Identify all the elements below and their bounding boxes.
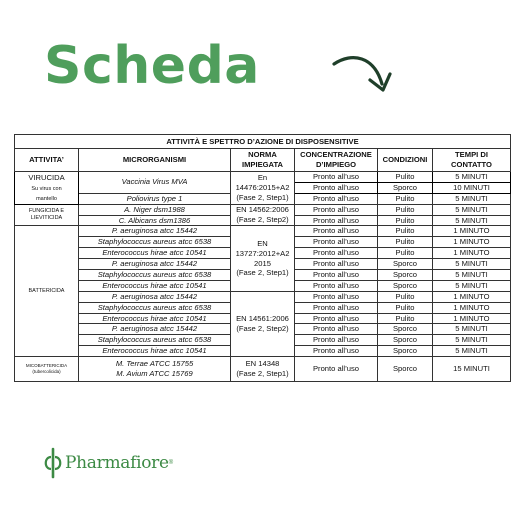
cell-conc: Pronto all’uso xyxy=(295,182,378,193)
cell-conc: Pronto all’uso xyxy=(295,324,378,335)
cell-conc: Pronto all’uso xyxy=(295,346,378,357)
cell-conc: Pronto all’uso xyxy=(295,280,378,291)
cell-tempo: 1 MINUTO xyxy=(433,237,511,248)
cell-tempo: 5 MINUTI xyxy=(433,346,511,357)
curved-arrow-down-right-icon xyxy=(330,50,396,106)
cell-micro: Poliovirus type 1 xyxy=(79,193,231,204)
cell-micro: A. Niger dsm1988 xyxy=(79,204,231,215)
header-condizioni: CONDIZIONI xyxy=(378,149,433,172)
cell-cond: Sporco xyxy=(378,335,433,346)
cell-cond: Pulito xyxy=(378,204,433,215)
cell-tempo: 5 MINUTI xyxy=(433,280,511,291)
table-row xyxy=(15,357,511,382)
phi-logo-icon xyxy=(42,447,64,479)
cell-micro: Staphylococcus aureus atcc 6538 xyxy=(79,237,231,248)
cell-micro: Staphylococcus aureus atcc 6538 xyxy=(79,302,231,313)
cell-conc: Pronto all’uso xyxy=(295,172,378,183)
cell-cond: Pulito xyxy=(378,291,433,302)
cell-micro: P. aeruginosa atcc 15442 xyxy=(79,324,231,335)
cell-conc: Pronto all’uso xyxy=(295,204,378,215)
cell-tempo: 1 MINUTO xyxy=(433,302,511,313)
cell-tempo: 5 MINUTI xyxy=(433,204,511,215)
spectrum-table xyxy=(14,134,511,382)
cell-cond: Sporco xyxy=(378,324,433,335)
cell-micro: Enterococcus hirae atcc 10541 xyxy=(79,313,231,324)
cell-micro: Staphylococcus aureus atcc 6538 xyxy=(79,270,231,281)
cell-micro: P. aeruginosa atcc 15442 xyxy=(79,259,231,270)
cell-cond: Pulito xyxy=(378,193,433,204)
cell-conc: Pronto all’uso xyxy=(295,270,378,281)
cell-micro: P. aeruginosa atcc 15442 xyxy=(79,226,231,237)
cell-norma-en14562: EN 14562:2006 (Fase 2, Step2) xyxy=(231,204,295,226)
cell-micro: Enterococcus hirae atcc 10541 xyxy=(79,280,231,291)
cell-tempo: 1 MINUTO xyxy=(433,291,511,302)
cell-conc: Pronto all’uso xyxy=(295,226,378,237)
cell-norma-en13727: EN 13727:2012+A2 2015 (Fase 2, Step1) xyxy=(231,226,295,291)
cell-tempo: 1 MINUTO xyxy=(433,313,511,324)
header-tempi: TEMPI DI CONTATTO xyxy=(433,149,511,172)
table-caption: ATTIVITÀ E SPETTRO D’AZIONE DI DISPOSENSITIVE xyxy=(15,135,511,149)
cell-conc: Pronto all’uso xyxy=(295,193,378,204)
cell-cond: Pulito xyxy=(378,172,433,183)
cell-tempo: 5 MINUTI xyxy=(433,215,511,226)
cell-tempo: 5 MINUTI xyxy=(433,172,511,183)
cell-norma-en14476: En 14476:2015+A2 (Fase 2, Step1) xyxy=(231,172,295,205)
group-fungicida: FUNGICIDA E LIEVITICIDA xyxy=(15,204,79,226)
cell-micro: C. Albicans dsm1386 xyxy=(79,215,231,226)
cell-tempo: 5 MINUTI xyxy=(433,193,511,204)
cell-cond: Pulito xyxy=(378,248,433,259)
cell-tempo: 5 MINUTI xyxy=(433,324,511,335)
cell-conc: Pronto all’uso xyxy=(295,259,378,270)
brand-registered-mark: ® xyxy=(168,460,174,466)
cell-conc: Pronto all’uso xyxy=(295,302,378,313)
header-concentrazione: CONCENTRAZIONE D’IMPIEGO xyxy=(295,149,378,172)
header-microrganismi: MICRORGANISMI xyxy=(79,149,231,172)
cell-norma-en14348: EN 14348 (Fase 2, Step1) xyxy=(231,357,295,382)
cell-cond: Sporco xyxy=(378,346,433,357)
cell-tempo: 5 MINUTI xyxy=(433,335,511,346)
cell-micro: Vaccinia Virus MVA xyxy=(79,172,231,194)
cell-tempo: 1 MINUTO xyxy=(433,226,511,237)
cell-cond: Sporco xyxy=(378,182,433,193)
cell-conc: Pronto all’uso xyxy=(295,291,378,302)
group-battericida: BATTERICIDA xyxy=(15,226,79,357)
brand-name: Pharmafiore xyxy=(65,453,169,473)
table-row xyxy=(15,172,511,183)
group-micobattericida: MICOBATTERICIDA (tubercolicida) xyxy=(15,357,79,382)
cell-conc: Pronto all’uso xyxy=(295,313,378,324)
cell-cond: Sporco xyxy=(378,270,433,281)
cell-cond: Pulito xyxy=(378,302,433,313)
cell-conc: Pronto all’uso xyxy=(295,335,378,346)
cell-tempo: 15 MINUTI xyxy=(433,357,511,382)
brand-logo xyxy=(42,446,173,480)
cell-cond: Pulito xyxy=(378,215,433,226)
cell-cond: Pulito xyxy=(378,226,433,237)
cell-tempo: 1 MINUTO xyxy=(433,248,511,259)
header-attivita: ATTIVITA’ xyxy=(15,149,79,172)
table-row xyxy=(15,226,511,237)
cell-micro: M. Terrae ATCC 15755 M. Avium ATCC 15769 xyxy=(79,357,231,382)
cell-tempo: 5 MINUTI xyxy=(433,259,511,270)
cell-cond: Sporco xyxy=(378,259,433,270)
cell-conc: Pronto all’uso xyxy=(295,215,378,226)
cell-cond: Sporco xyxy=(378,357,433,382)
group-virucida: VIRUCIDA Su virus con mantello xyxy=(15,172,79,205)
cell-micro: Enterococcus hirae atcc 10541 xyxy=(79,346,231,357)
cell-norma-en14561: EN 14561:2006 (Fase 2, Step2) xyxy=(231,291,295,356)
page-title: Scheda xyxy=(44,36,260,96)
cell-conc: Pronto all’uso xyxy=(295,357,378,382)
cell-conc: Pronto all’uso xyxy=(295,237,378,248)
cell-cond: Pulito xyxy=(378,237,433,248)
cell-cond: Sporco xyxy=(378,280,433,291)
cell-micro: Enterococcus hirae atcc 10541 xyxy=(79,248,231,259)
cell-cond: Pulito xyxy=(378,313,433,324)
cell-tempo: 10 MINUTI xyxy=(433,182,511,193)
cell-micro: P. aeruginosa atcc 15442 xyxy=(79,291,231,302)
cell-micro: Staphylococcus aureus atcc 6538 xyxy=(79,335,231,346)
table-row xyxy=(15,291,511,302)
cell-tempo: 5 MINUTI xyxy=(433,270,511,281)
header-norma: NORMA IMPIEGATA xyxy=(231,149,295,172)
table-row xyxy=(15,204,511,215)
cell-conc: Pronto all’uso xyxy=(295,248,378,259)
